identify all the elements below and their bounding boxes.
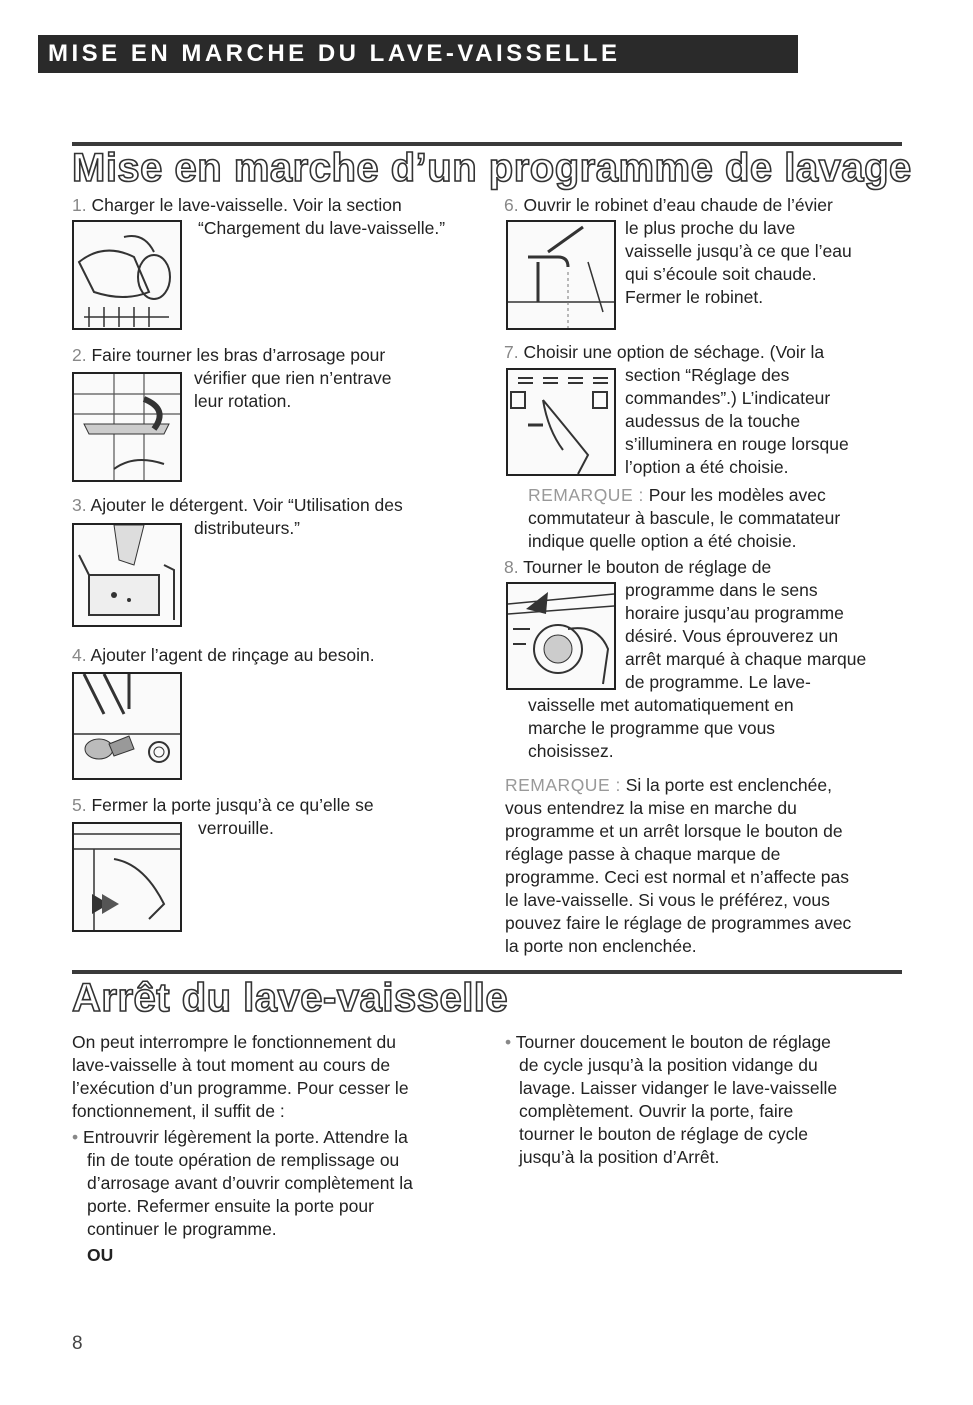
step-text-continued: section “Réglage des bbox=[625, 365, 790, 385]
step-text: Ajouter le détergent. Voir “Utilisation des bbox=[90, 495, 403, 515]
illustration-cycle-knob bbox=[506, 582, 616, 690]
bullet-text: Entrouvrir légèrement la porte. Attendre la bbox=[83, 1127, 408, 1147]
step-text-continued: horaire jusqu’au programme bbox=[625, 603, 844, 623]
illustration-rinse-agent bbox=[72, 672, 182, 780]
step-8 bbox=[504, 556, 771, 579]
step-number: 4. bbox=[72, 645, 87, 665]
step-text-continued: marche le programme que vous bbox=[528, 718, 776, 738]
intro-text: fonctionnement, il suffit de : bbox=[72, 1101, 285, 1121]
illustration-close-door bbox=[72, 822, 182, 932]
illustration-loading-dishwasher bbox=[72, 220, 182, 330]
step-1 bbox=[72, 194, 402, 217]
step-number: 2. bbox=[72, 345, 87, 365]
step-text-continued: leur rotation. bbox=[194, 391, 292, 411]
bullet-text-continued: continuer le programme. bbox=[87, 1219, 277, 1239]
step-text-continued: qui s’écoule soit chaude. bbox=[625, 264, 817, 284]
bullet-icon: • bbox=[505, 1032, 512, 1052]
step-text-continued: s’illuminera en rouge lorsque bbox=[625, 434, 849, 454]
bullet-text-continued: tourner le bouton de réglage de cycle bbox=[519, 1124, 808, 1144]
bullet-text-continued: porte. Refermer ensuite la porte pour bbox=[87, 1196, 374, 1216]
step-text: Fermer la porte jusqu’à ce qu’elle se bbox=[91, 795, 374, 815]
intro-text: lave-vaisselle à tout moment au cours de bbox=[72, 1055, 391, 1075]
remark-text-continued: pouvez faire le réglage de programmes avec bbox=[505, 913, 852, 933]
step-text: Choisir une option de séchage. (Voir la bbox=[523, 342, 825, 362]
step-text: Ouvrir le robinet d’eau chaude de l’évier bbox=[523, 195, 833, 215]
bullet-text: Tourner doucement le bouton de réglage bbox=[515, 1032, 831, 1052]
step-text-continued: verrouille. bbox=[198, 818, 274, 838]
intro-text: l’exécution d’un programme. Pour cesser le bbox=[72, 1078, 409, 1098]
step-number: 6. bbox=[504, 195, 519, 215]
step-4 bbox=[72, 644, 375, 667]
step-text-continued: le plus proche du lave bbox=[625, 218, 796, 238]
remark-text-continued: la porte non enclenchée. bbox=[505, 936, 697, 956]
bullet-text-continued: fin de toute opération de remplissage ou bbox=[87, 1150, 400, 1170]
header-banner-title: MISE EN MARCHE DU LAVE-VAISSELLE bbox=[48, 40, 621, 67]
step-text-continued: audessus de la touche bbox=[625, 411, 801, 431]
remark-text-continued: réglage passe à chaque marque de bbox=[505, 844, 781, 864]
step-text-continued: l’option a été choisie. bbox=[625, 457, 789, 477]
remark-text-continued: indique quelle option a été choisie. bbox=[528, 531, 797, 551]
step-text-continued: “Chargement du lave-vaisselle.” bbox=[198, 218, 446, 238]
bullet-text-continued: lavage. Laisser vidanger le lave-vaisselle bbox=[519, 1078, 838, 1098]
step-text-continued: Fermer le robinet. bbox=[625, 287, 764, 307]
bullet-open-door bbox=[72, 1126, 408, 1149]
step-text-continued: vaisselle met automatiquement en bbox=[528, 695, 794, 715]
bullet-icon: • bbox=[72, 1127, 79, 1147]
remark-label: REMARQUE : bbox=[505, 775, 621, 795]
remark-text-continued: commutateur à bascule, le commatateur bbox=[528, 508, 841, 528]
step-text-continued: arrêt marqué à chaque marque bbox=[625, 649, 867, 669]
step-text-continued: de programme. Le lave- bbox=[625, 672, 811, 692]
step-text: Ajouter l’agent de rinçage au besoin. bbox=[90, 645, 375, 665]
or-separator: OU bbox=[87, 1245, 114, 1265]
page-number: 8 bbox=[72, 1333, 83, 1354]
illustration-drying-option bbox=[506, 368, 616, 476]
bullet-text-continued: d’arrosage avant d’ouvrir complètement la bbox=[87, 1173, 413, 1193]
remark-text: Si la porte est enclenchée, bbox=[620, 775, 832, 795]
step-text-continued: distributeurs.” bbox=[194, 518, 301, 538]
step-number: 3. bbox=[72, 495, 87, 515]
step-number: 1. bbox=[72, 195, 87, 215]
remark-text-continued: programme et un arrêt lorsque le bouton de bbox=[505, 821, 843, 841]
step-number: 7. bbox=[504, 342, 519, 362]
remark-text-continued: le lave-vaisselle. Si vous le préférez, vous bbox=[505, 890, 830, 910]
illustration-hot-water-tap bbox=[506, 220, 616, 330]
step-5 bbox=[72, 794, 374, 817]
step-text: Faire tourner les bras d’arrosage pour bbox=[91, 345, 386, 365]
step-text-continued: vérifier que rien n’entrave bbox=[194, 368, 392, 388]
section-title-programme: Mise en marche d’un programme de lavage bbox=[72, 146, 912, 190]
illustration-spray-arms bbox=[72, 372, 182, 482]
step-number: 5. bbox=[72, 795, 87, 815]
bullet-text-continued: jusqu’à la position d’Arrêt. bbox=[519, 1147, 720, 1167]
remark-text-continued: programme. Ceci est normal et n’affecte pas bbox=[505, 867, 850, 887]
intro-text: On peut interrompre le fonctionnement du bbox=[72, 1032, 396, 1052]
step-number: 8. bbox=[504, 557, 519, 577]
bullet-text-continued: de cycle jusqu’à la position vidange du bbox=[519, 1055, 818, 1075]
step-text: Charger le lave-vaisselle. Voir la section bbox=[91, 195, 402, 215]
step-3 bbox=[72, 494, 403, 517]
bullet-text-continued: complètement. Ouvrir la porte, faire bbox=[519, 1101, 794, 1121]
step-7 bbox=[504, 341, 824, 364]
step-text-continued: vaisselle jusqu’à ce que l’eau bbox=[625, 241, 852, 261]
section-divider bbox=[72, 970, 902, 974]
section-title-arret: Arrêt du lave-vaisselle bbox=[72, 976, 509, 1020]
remark-label: REMARQUE : bbox=[528, 485, 644, 505]
step-text: Tourner le bouton de réglage de bbox=[523, 557, 772, 577]
remark-drying bbox=[528, 484, 826, 507]
step-text-continued: programme dans le sens bbox=[625, 580, 818, 600]
bullet-turn-knob bbox=[505, 1031, 831, 1054]
step-text-continued: commandes”.) L’indicateur bbox=[625, 388, 831, 408]
remark-door bbox=[505, 774, 832, 797]
step-2 bbox=[72, 344, 385, 367]
remark-text-continued: vous entendrez la mise en marche du bbox=[505, 798, 797, 818]
step-6 bbox=[504, 194, 833, 217]
step-text-continued: choisissez. bbox=[528, 741, 614, 761]
remark-text: Pour les modèles avec bbox=[643, 485, 826, 505]
illustration-detergent bbox=[72, 523, 182, 627]
step-text-continued: désiré. Vous éprouverez un bbox=[625, 626, 839, 646]
